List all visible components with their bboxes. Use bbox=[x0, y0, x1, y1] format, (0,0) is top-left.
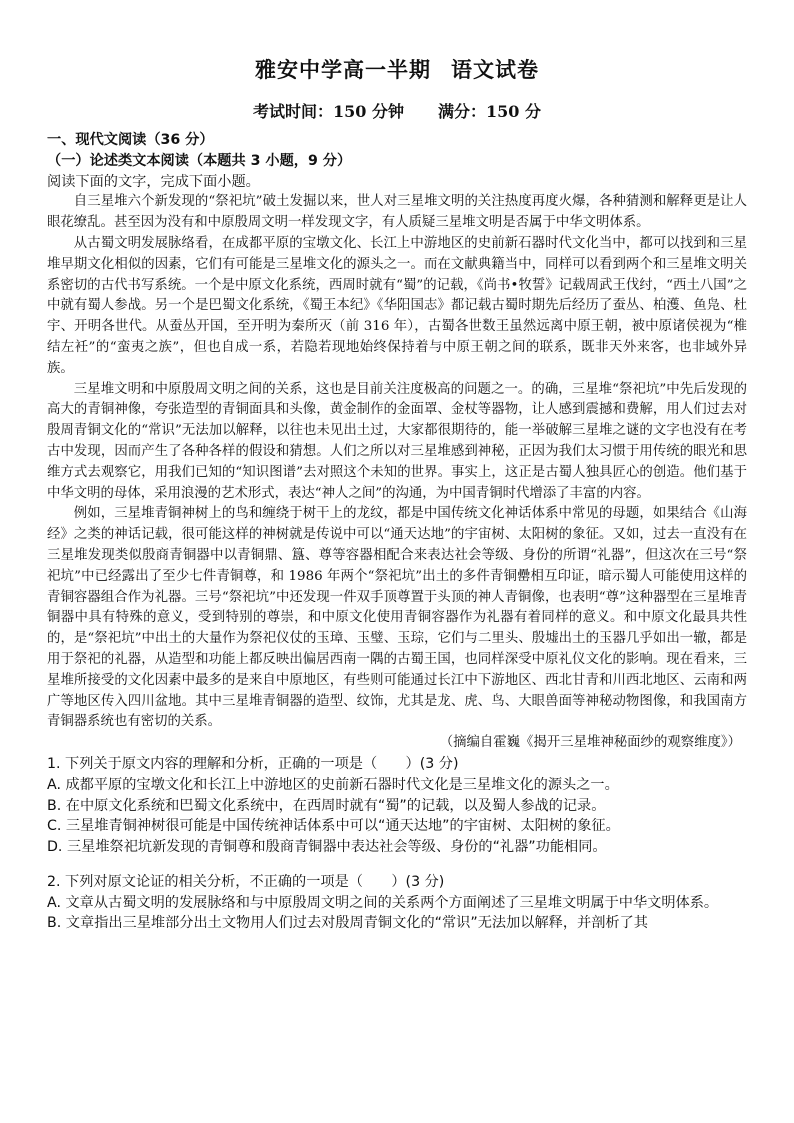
question-1 bbox=[47, 754, 747, 858]
subsection-heading: （一）论述类文本阅读（本题共 3 小题，9 分） bbox=[47, 152, 352, 169]
exam-body bbox=[47, 130, 747, 934]
exam-score: 满分：150 分 bbox=[438, 102, 541, 121]
instruction: 阅读下面的文字，完成下面小题。 bbox=[47, 173, 260, 190]
option-c: C. 三星堆青铜神树很可能是中国传统神话体系中可以“通天达地”的宇宙树、太阳树的象征。 bbox=[47, 818, 620, 835]
question-stem: 2. 下列对原文论证的相关分析，不正确的一项是（ ）(3 分) bbox=[47, 873, 445, 890]
option-a: A. 成都平原的宝墩文化和长江上中游地区的史前新石器时代文化是三星堆文化的源头之一。 bbox=[47, 776, 619, 793]
passage-paragraph-1: 自三星堆六个新发现的“祭祀坑”破土发掘以来，世人对三星堆文明的关注热度再度火爆，各种猜测和解释更是让人眼花缭乱。甚至因为没有和中原殷周文明一样发现文字，有人质疑三星堆文明是否属于中华文明体系。 bbox=[47, 194, 747, 231]
section-heading: 一、现代文阅读（36 分） bbox=[47, 132, 214, 148]
passage-paragraph-4: 例如，三星堆青铜神树上的鸟和缠绕于树干上的龙纹，都是中国传统文化神话体系中常见的母题，如果结合《山海经》之类的神话记载，很可能这样的神树就是传说中可以“通天达地”的宇宙树、太阳树的象征。又如，过去一直没有在三星堆发现类似殷商青铜器中以青铜鼎、簋、尊等容器相配合来表达社会等级、身份的所谓“礼器”，但这次在三号“祭祀坑”中已经露出了至少七件青铜尊，和 1986 年两个“祭祀坑”出土的多件青铜罍相互印证，暗示蜀人可能使用这样的青铜容器组合作为礼器。三号“祭祀坑”中还发现一件双手顶尊置于头顶的神人青铜像，也表明“尊”这种器型在三星堆青铜器中具有特殊的意义，受到特别的尊崇，和中原文化使用青铜容器作为礼器有着同样的意义。和中原文化最具共性的，是“祭祀坑”中出土的大量作为祭祀仪仗的玉璋、玉璧、玉琮，它们与二里头、殷墟出土的玉器几乎如出一辙，都是用于祭祀的礼器，从造型和功能上都反映出偏居西南一隅的古蜀王国，也同样深受中原礼仪文化的影响。现在看来，三星堆所接受的文化因素中最多的是来自中原地区，有些则可能通过长江中下游地区、西北甘青和川西北地区、云南和两广等地区传入四川盆地。其中三星堆青铜器的造型、纹饰，尤其是龙、虎、鸟、大眼兽面等神秘动物图像，和我国南方青铜器系统也有密切的关系。 bbox=[47, 506, 747, 730]
option-b: B. 在中原文化系统和巴蜀文化系统中，在西周时就有“蜀”的记载，以及蜀人参战的记录。 bbox=[47, 797, 606, 814]
page-title bbox=[0, 54, 794, 84]
option-a: A. 文章从古蜀文明的发展脉络和与中原殷周文明之间的关系两个方面阐述了三星堆文明属于中华文明体系。 bbox=[47, 894, 719, 911]
reading-passage bbox=[47, 192, 747, 733]
option-b: B. 文章指出三星堆部分出土文物用人们过去对殷周青铜文化的“常识”无法加以解释，并剖析了其 bbox=[47, 915, 648, 932]
title-subject: 语文试卷 bbox=[451, 57, 539, 82]
passage-source: （摘编自霍巍《揭开三星堆神秘面纱的观察维度》） bbox=[439, 735, 741, 751]
option-d: D. 三星堆祭祀坑新发现的青铜尊和殷商青铜器中表达社会等级、身份的“礼器”功能相同。 bbox=[47, 839, 607, 856]
exam-time: 考试时间：150 分钟 bbox=[253, 102, 404, 121]
exam-info bbox=[0, 99, 794, 122]
title-school: 雅安中学高一半期 bbox=[255, 57, 431, 82]
passage-paragraph-3: 三星堆文明和中原殷周文明之间的关系，这也是目前关注度极高的问题之一。的确，三星堆“祭祀坑”中先后发现的高大的青铜神像，夸张造型的青铜面具和头像，黄金制作的金面罩、金杖等器物，让人感到震撼和费解，用人们过去对殷周青铜文化的“常识”无法加以解释，以往也未见出土过，大家都很期待的，能一举破解三星堆之谜的文字也没有在考古中发现，因而产生了各种各样的假设和猜想。人们之所以对三星堆感到神秘，正因为我们太习惯于用传统的眼光和思维方式去观察它，用我们已知的“知识图谱”去对照这个未知的世界。事实上，这正是古蜀人独具匠心的创造。他们基于中华文明的母体，采用浪漫的艺术形式，表达“神人之间”的沟通，为中国青铜时代增添了丰富的内容。 bbox=[47, 381, 747, 501]
passage-paragraph-2: 从古蜀文明发展脉络看，在成都平原的宝墩文化、长江上中游地区的史前新石器时代文化当中，都可以找到和三星堆早期文化相似的因素，它们有可能是三星堆文化的源头之一。而在文献典籍当中，同样可以看到两个和三星堆文明关系密切的古代书写系统。一个是中原文化系统，西周时就有“蜀”的记载，《尚书•牧誓》记载周武王伐纣，“西土八国”之中就有蜀人参战。另一个是巴蜀文化系统，《蜀王本纪》《华阳国志》都记载古蜀时期先后经历了蚕丛、柏濩、鱼凫、杜宇、开明各世代。从蚕丛开国，至开明为秦所灭（前 316 年），古蜀各世数王虽然远离中原王朝，被中原诸侯视为“椎结左衽”的“蛮夷之族”，但也自成一系，若隐若现地始终保持着与中原王朝之间的联系，既非天外来客，也非域外异族。 bbox=[47, 235, 747, 376]
question-stem: 1. 下列关于原文内容的理解和分析，正确的一项是（ ）(3 分) bbox=[47, 755, 459, 772]
question-2 bbox=[47, 872, 747, 934]
